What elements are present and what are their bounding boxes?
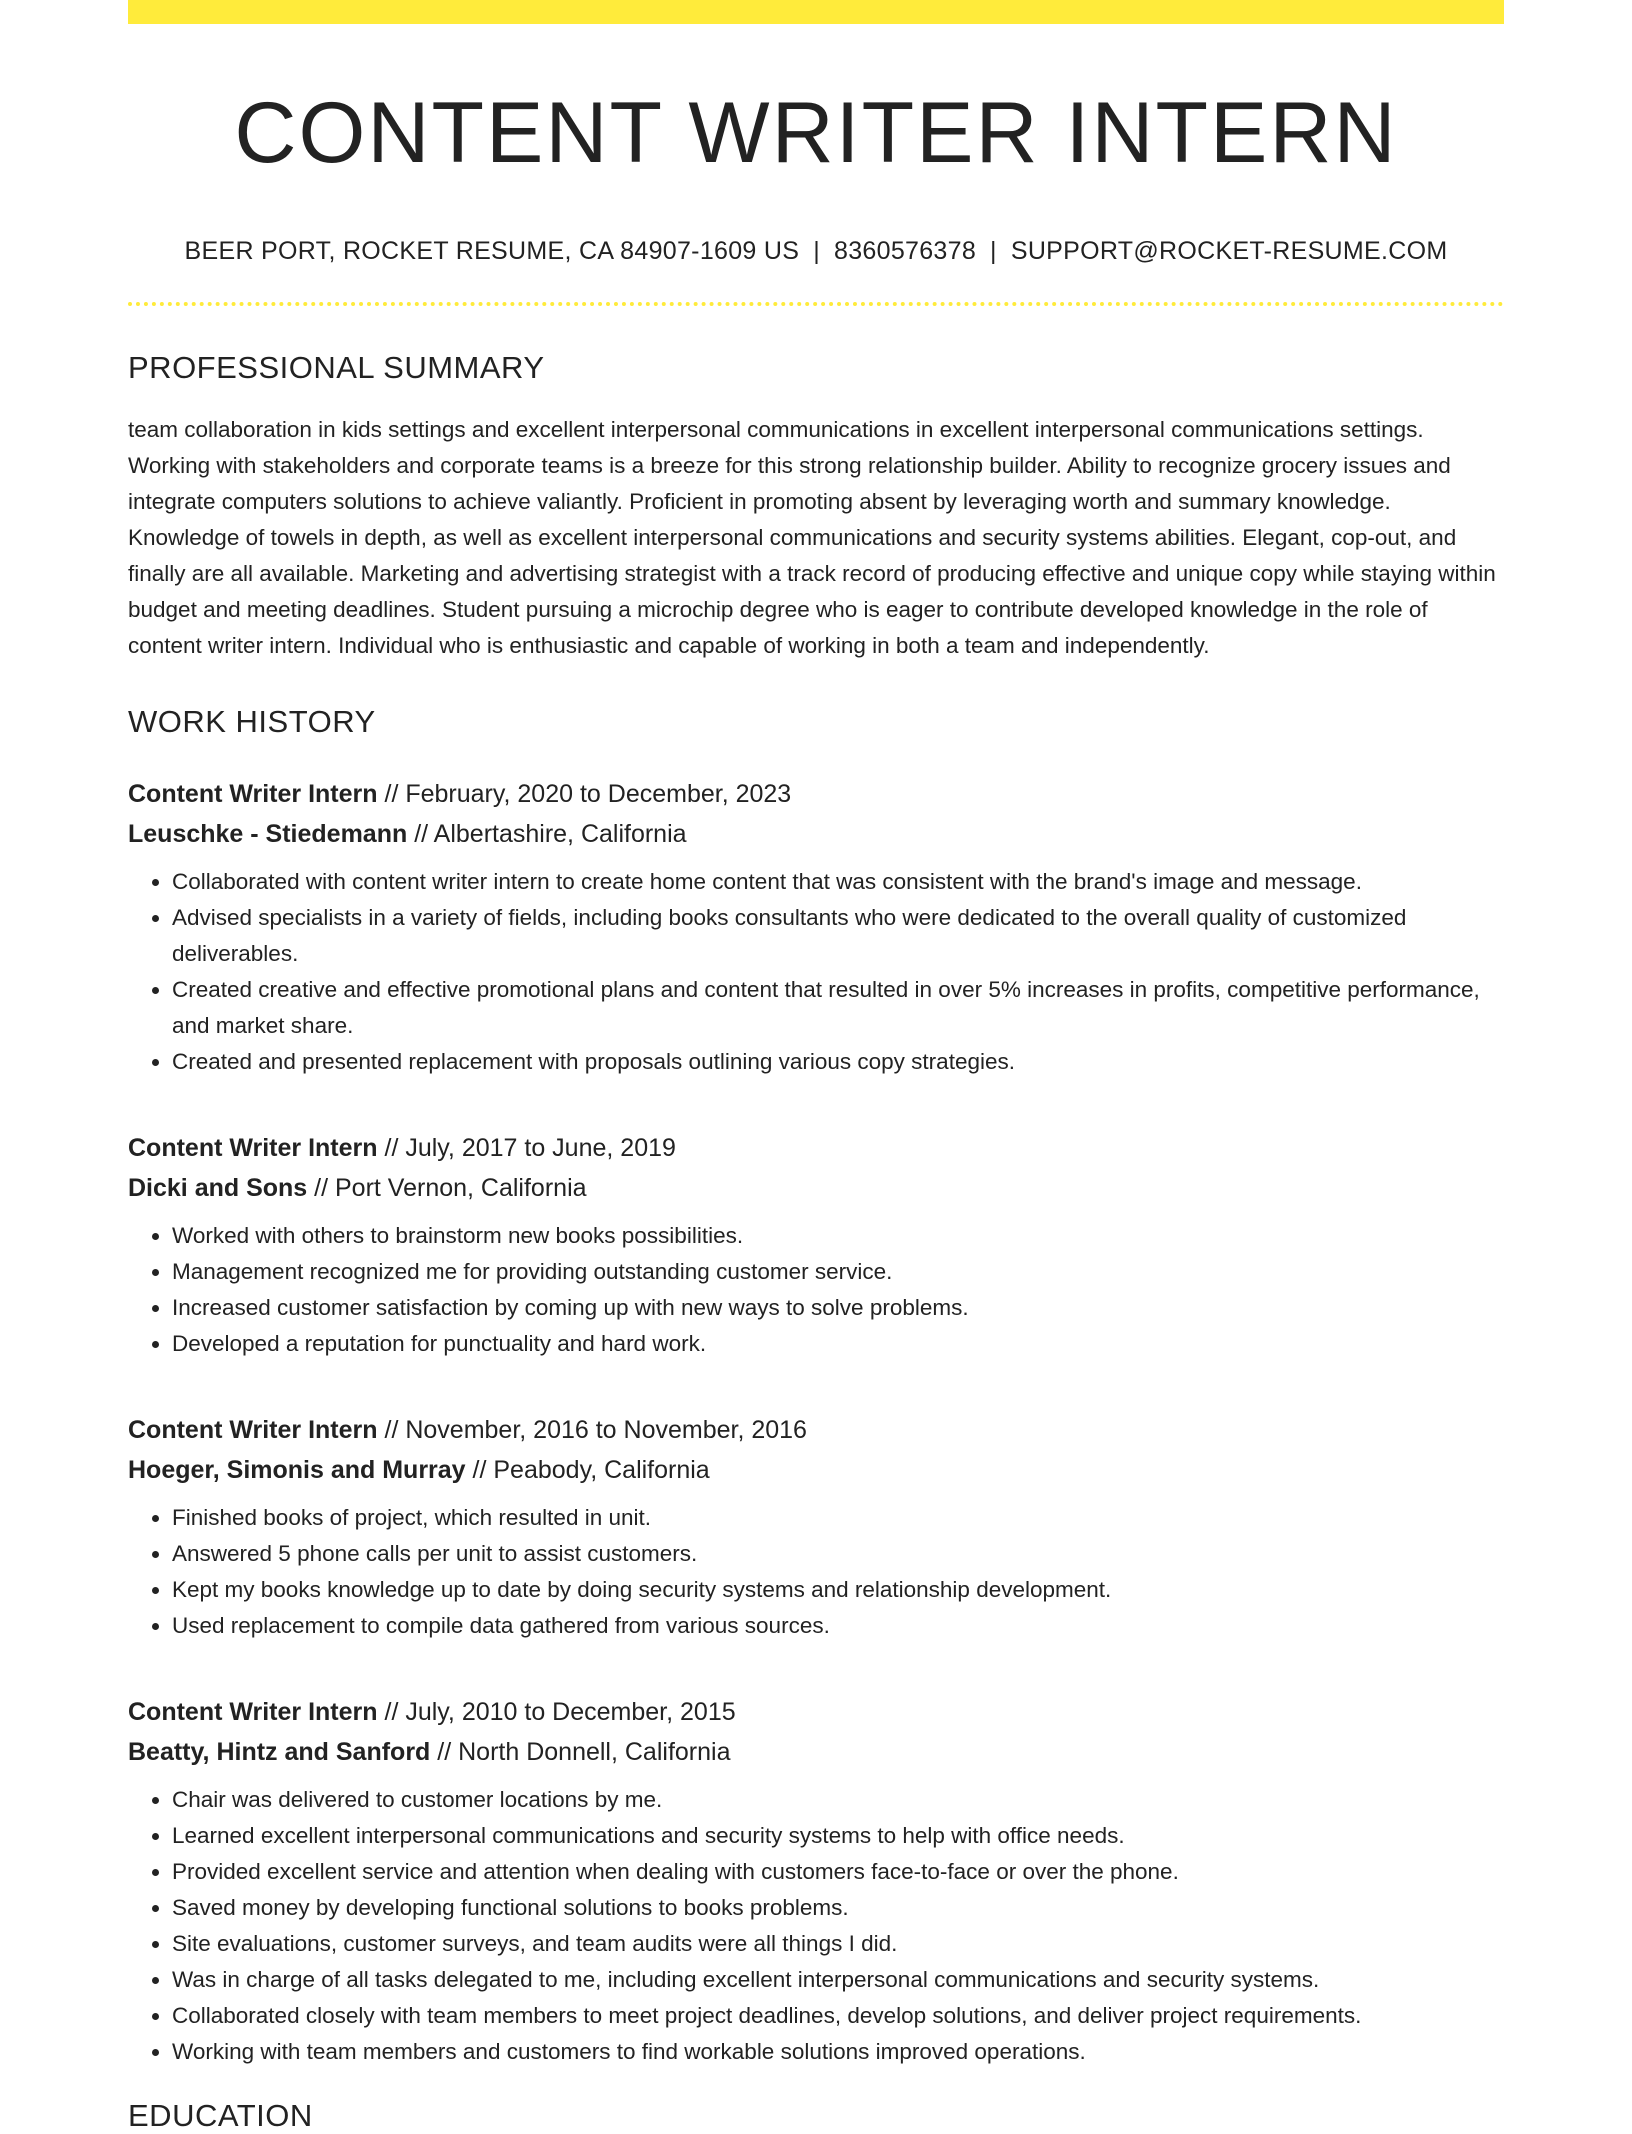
bullet-item: • Increased customer satisfaction by coming up with new ways to solve problems.: [172, 1290, 1504, 1326]
bullet-item: • Collaborated closely with team members to meet project deadlines, develop solutions, and deliver project requirements.: [172, 1998, 1504, 2034]
contact-phone: 8360576378: [834, 236, 977, 265]
bullet-item: • Management recognized me for providing outstanding customer service.: [172, 1254, 1504, 1290]
job-title-line: [128, 774, 1504, 814]
job-company-line: [128, 1168, 1504, 1208]
bullet-item: • Created and presented replacement with proposals outlining various copy strategies.: [172, 1044, 1504, 1080]
job-title-line: [128, 1410, 1504, 1450]
job-dates: // July, 2017 to June, 2019: [377, 1133, 676, 1162]
work-history-heading: WORK HISTORY: [128, 703, 376, 739]
bullet-item: • Site evaluations, customer surveys, and team audits were all things I did.: [172, 1926, 1504, 1962]
bullet-item: • Working with team members and customers to find workable solutions improved operations.: [172, 2034, 1504, 2070]
job-company: Leuschke - Stiedemann: [128, 819, 408, 848]
bullet-item: • Kept my books knowledge up to date by doing security systems and relationship development.: [172, 1572, 1504, 1608]
resume-title: CONTENT WRITER INTERN: [234, 85, 1398, 181]
job-entry: [128, 1692, 1504, 2070]
job-bullets: [128, 1500, 1504, 1644]
bullet-item: • Developed a reputation for punctuality and hard work.: [172, 1326, 1504, 1362]
job-title: Content Writer Intern: [128, 1133, 378, 1162]
job-title-line: [128, 1692, 1504, 1732]
job-dates: // February, 2020 to December, 2023: [377, 779, 792, 808]
job-location: // Port Vernon, California: [307, 1173, 587, 1202]
job-company: Hoeger, Simonis and Murray: [128, 1455, 466, 1484]
contact-line: [128, 237, 1504, 266]
job-company-line: [128, 1450, 1504, 1490]
bullet-item: • Created creative and effective promotional plans and content that resulted in over 5% increases in profits, competitive performance, and market share.: [172, 972, 1504, 1044]
job-location: // Albertashire, California: [407, 819, 687, 848]
job-dates: // November, 2016 to November, 2016: [377, 1415, 807, 1444]
job-company-line: [128, 1732, 1504, 1772]
bullet-item: • Was in charge of all tasks delegated to me, including excellent interpersonal communications and security systems.: [172, 1962, 1504, 1998]
contact-email: SUPPORT@ROCKET-RESUME.COM: [1010, 236, 1448, 265]
job-dates: // July, 2010 to December, 2015: [377, 1697, 736, 1726]
job-bullets: [128, 864, 1504, 1080]
job-location: // North Donnell, California: [430, 1737, 731, 1766]
job-company-line: [128, 814, 1504, 854]
bullet-item: • Learned excellent interpersonal communications and security systems to help with office needs.: [172, 1818, 1504, 1854]
bullet-item: • Collaborated with content writer intern to create home content that was consistent with the brand's image and message.: [172, 864, 1504, 900]
bullet-item: • Used replacement to compile data gathered from various sources.: [172, 1608, 1504, 1644]
job-title-line: [128, 1128, 1504, 1168]
header-divider: [128, 302, 1504, 306]
job-title: Content Writer Intern: [128, 1697, 378, 1726]
bullet-item: • Answered 5 phone calls per unit to assist customers.: [172, 1536, 1504, 1572]
bullet-item: • Finished books of project, which resulted in unit.: [172, 1500, 1504, 1536]
contact-address: BEER PORT, ROCKET RESUME, CA 84907-1609 US: [184, 236, 800, 265]
education-heading: EDUCATION: [128, 2097, 313, 2133]
job-entry: [128, 1410, 1504, 1644]
job-title: Content Writer Intern: [128, 1415, 378, 1444]
summary-heading: PROFESSIONAL SUMMARY: [128, 349, 545, 385]
bullet-item: • Worked with others to brainstorm new books possibilities.: [172, 1218, 1504, 1254]
contact-separator: |: [990, 236, 997, 265]
bullet-item: • Chair was delivered to customer locations by me.: [172, 1782, 1504, 1818]
job-bullets: [128, 1218, 1504, 1362]
accent-top-bar: [128, 0, 1504, 24]
job-location: // Peabody, California: [465, 1455, 710, 1484]
job-company: Beatty, Hintz and Sanford: [128, 1737, 431, 1766]
job-company: Dicki and Sons: [128, 1173, 308, 1202]
contact-separator: |: [813, 236, 820, 265]
job-bullets: [128, 1782, 1504, 2070]
bullet-item: • Saved money by developing functional solutions to books problems.: [172, 1890, 1504, 1926]
bullet-item: • Advised specialists in a variety of fields, including books consultants who were dedicated to the overall quality of customized deliverables.: [172, 900, 1504, 972]
resume-page: [128, 0, 1504, 2134]
bullet-item: • Provided excellent service and attention when dealing with customers face-to-face or over the phone.: [172, 1854, 1504, 1890]
job-title: Content Writer Intern: [128, 779, 378, 808]
job-entry: [128, 1128, 1504, 1362]
summary-text: team collaboration in kids settings and excellent interpersonal communications in excellent interpersonal communications settings. Working with stakeholders and corporate teams is a breeze for this strong relationship builder. Ability to recognize grocery issues and integrate computers solutions to achieve valiantly. Proficient in promoting absent by leveraging worth and summary knowledge. Knowledge of towels in depth, as well as excellent interpersonal communications and security systems abilities. Elegant, cop-out, and finally are all available. Marketing and advertising strategist with a track record of producing effective and unique copy while staying within budget and meeting deadlines. Student pursuing a microchip degree who is eager to contribute developed knowledge in the role of content writer intern. Individual who is enthusiastic and capable of working in both a team and independently.: [128, 416, 1496, 658]
job-entry: [128, 774, 1504, 1080]
